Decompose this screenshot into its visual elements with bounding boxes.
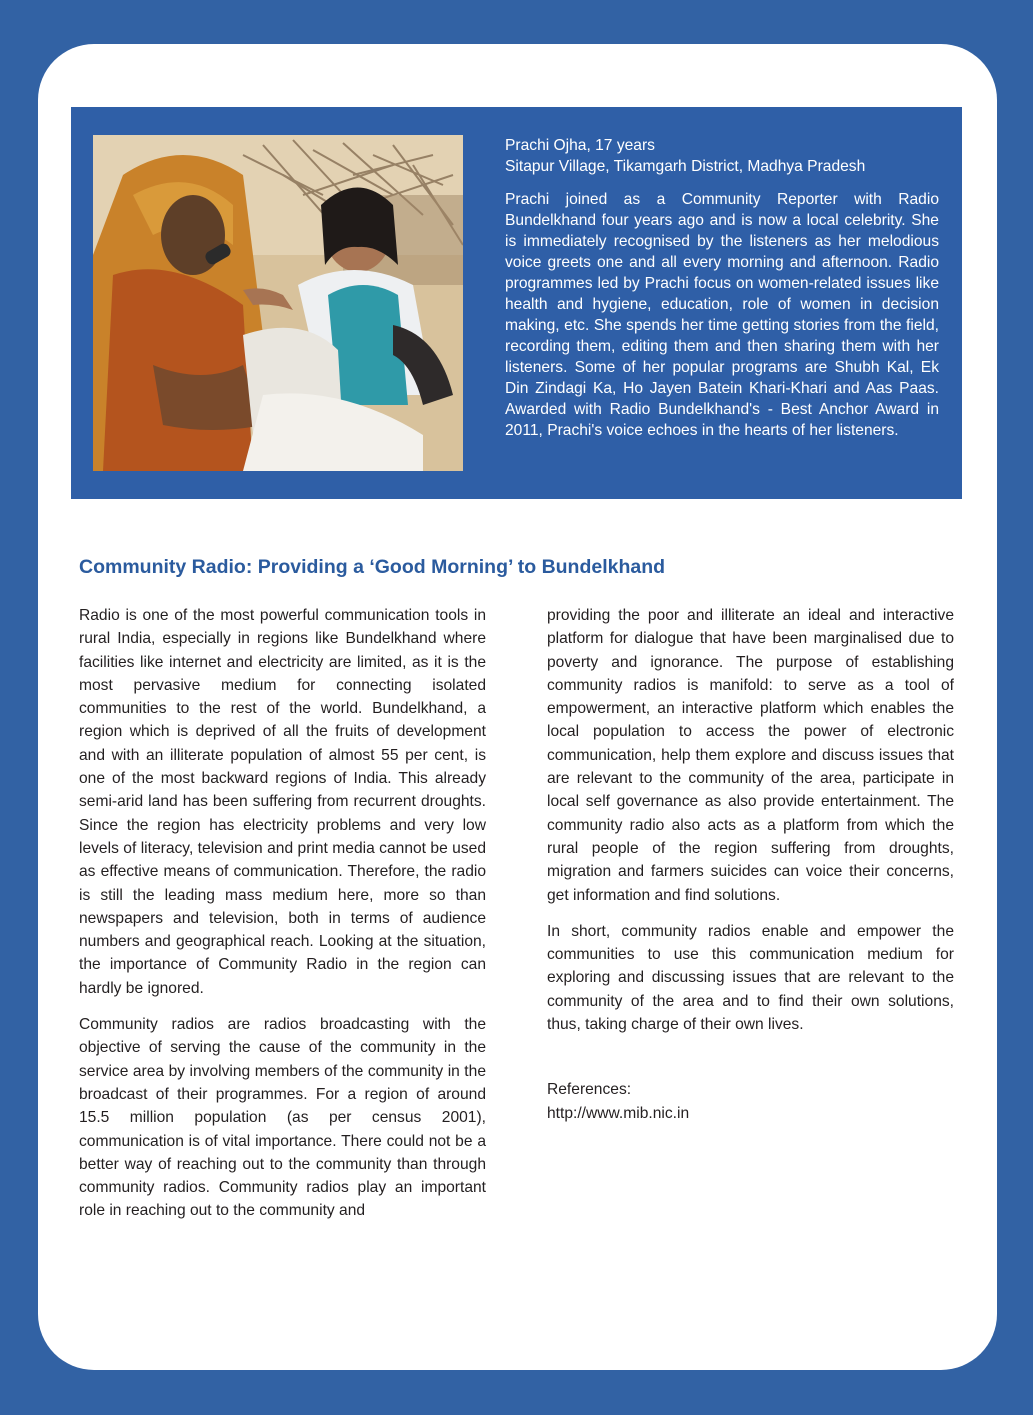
profile-name-age: Prachi Ojha, 17 years	[505, 137, 655, 154]
article-column-right	[547, 604, 954, 1125]
profile-box	[71, 107, 962, 499]
references-label: References:	[547, 1081, 632, 1099]
article-paragraph: In short, community radios enable and empower the communities to use this communication medium for exploring and discussing issues that are relevant to the community of the area and to find their own solutions, thus, taking charge of their own lives.	[547, 922, 954, 1034]
references	[547, 1078, 954, 1125]
article-paragraph: providing the poor and illiterate an ideal and interactive platform for dialogue that have been marginalised due to poverty and ignorance. The purpose of establishing community radios is manifold: to serve as a tool of empowerment, an interactive platform which enables the local population to access the power of electronic communication, help them explore and discuss issues that are relevant to the community of the area, participate in local self governance as also provide entertainment. The community radio also acts as a platform from which the rural people of the region suffering from droughts, migration and farmers suicides can voice their concerns, get information and find solutions.	[547, 607, 954, 904]
profile-photo	[93, 135, 463, 471]
article-column-left	[79, 604, 486, 1236]
profile-bio: Prachi joined as a Community Reporter with Radio Bundelkhand four years ago and is now a local celebrity. She is immediately recognised by the listeners as her melodious voice greets one and all every morning and afternoon. Radio programmes led by Prachi focus on women-related issues like health and hygiene, education, role of women in decision making, etc. She spends her time getting stories from the field, recording them, editing them and then sharing them with her listeners. Some of her popular programs are Shubh Kal, Ek Din Zindagi Ka, Ho Jayen Batein Khari-Khari and Aas Paas. Awarded with Radio Bundelkhand's - Best Anchor Award in 2011, Prachi's voice echoes in the hearts of her listeners.	[505, 191, 939, 439]
references-link[interactable]: http://www.mib.nic.in	[547, 1104, 690, 1122]
profile-location: Sitapur Village, Tikamgarh District, Madhya Pradesh	[505, 158, 866, 175]
profile-text	[505, 135, 939, 441]
article-paragraph: Community radios are radios broadcasting with the objective of serving the cause of the community in the service area by involving members of the community in the broadcast of their programmes. For a region of around 15.5 million population (as per census 2001), communication is of vital importance. There could not be a better way of reaching out to the community than through community radios. Community radios play an important role in reaching out to the community and	[79, 1016, 486, 1220]
article-heading: Community Radio: Providing a ‘Good Morning’ to Bundelkhand	[79, 556, 666, 578]
article-paragraph: Radio is one of the most powerful communication tools in rural India, especially in regions like Bundelkhand where facilities like internet and electricity are limited, as it is the most pervasive medium for connecting isolated communities to the rest of the world. Bundelkhand, a region which is deprived of all the fruits of development and with an illiterate population of almost 55 per cent, is one of the most backward regions of India. This already semi-arid land has been suffering from recurrent droughts. Since the region has electricity problems and very low levels of literacy, television and print media cannot be used as effective means of communication. Therefore, the radio is still the leading mass medium here, more so than newspapers and television, both in terms of audience numbers and geographical reach. Looking at the situation, the importance of Community Radio in the region can hardly be ignored.	[79, 607, 486, 997]
